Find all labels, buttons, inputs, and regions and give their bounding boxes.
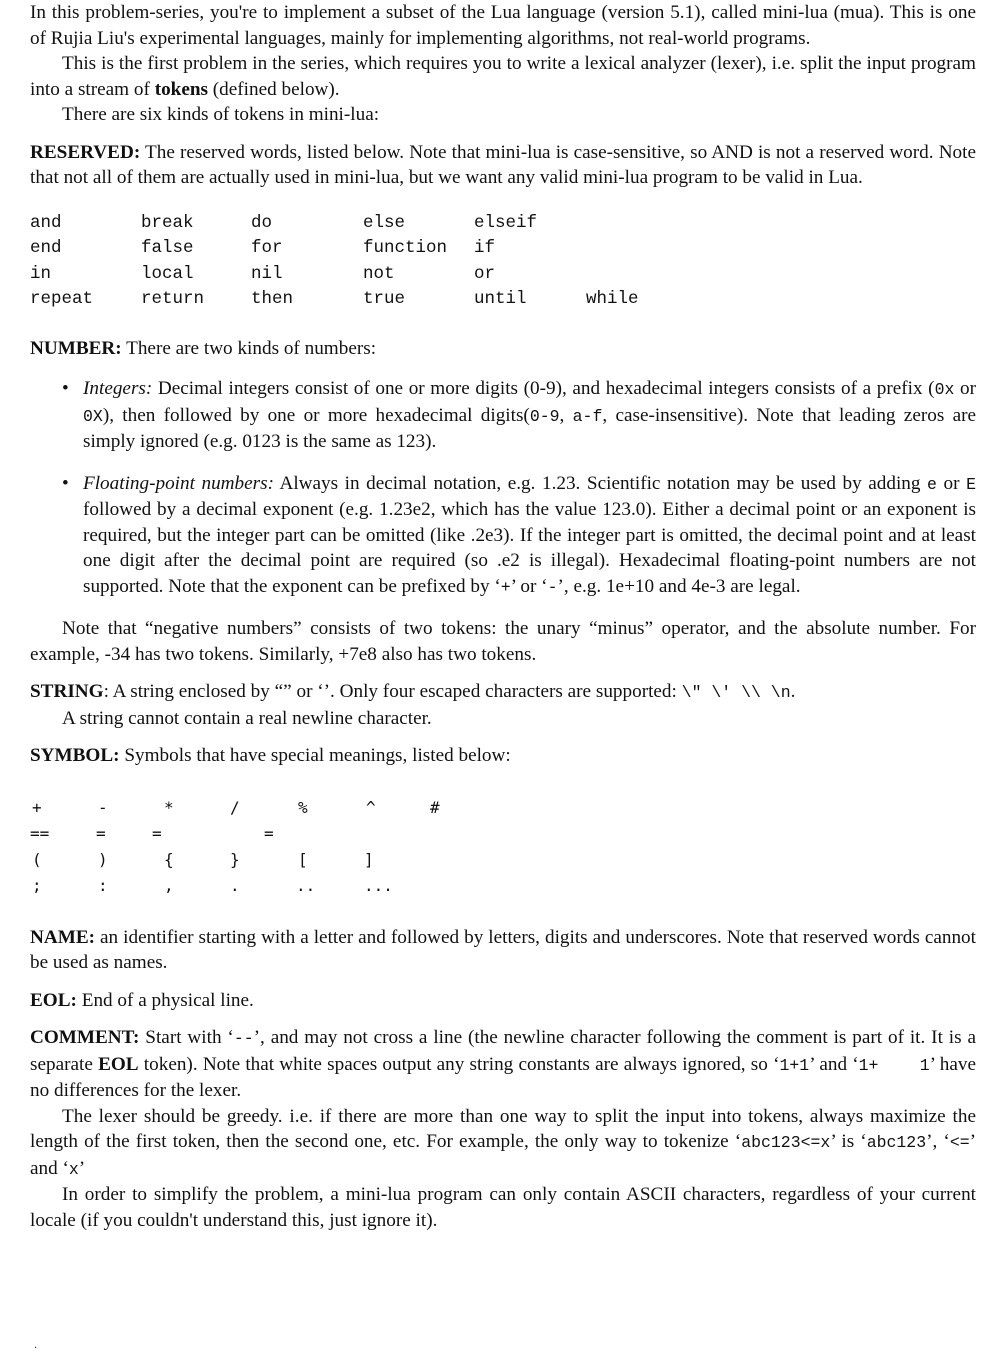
reserved-word: repeat [30,289,94,310]
reserved-word: end [30,238,62,259]
symbol-token: * [164,797,174,817]
bullet-icon: • [62,472,69,494]
string-newline-note: A string cannot contain a real newline character. [62,707,432,729]
comment-section: COMMENT: Start with ‘--’, and may not cross a line (the newline character following the comment is part of it. It is a separate EOL token). Note that white spaces output any string constants are always ignored, so ‘1+1’ and ‘1+ 1’ have no differences for the lexer. [30,1027,976,1101]
symbol-token: ] [364,849,374,869]
comment-heading: COMMENT: [30,1027,140,1048]
intro-series-paragraph: This is the first problem in the series, which requires you to write a lexical analyzer (lexer), i.e. split the input program into a stream of tokens (defined below). [30,53,976,100]
reserved-word: in [30,263,52,284]
symbol-token: : [98,875,108,895]
reserved-word: if [474,238,496,259]
symbol-token: ) [98,849,108,869]
name-section: NAME: an identifier starting with a letter and followed by letters, digits and underscores. Note that reserved words cannot be used as names. [30,926,976,973]
list-item-floating-point: • Floating-point numbers: Always in decimal notation, e.g. 1.23. Scientific notation may be used by adding e or E followed by a decimal exponent (e.g. 1.23e2, which has the value 123.0). Either a decimal point or an exponent is required, but the integer part can be omitted (like .2e3). If the integer part is omitted, the decimal point and at least one digit after the decimal point are required (so .e2 is illegal). Hexadecimal floating-point numbers are not supported. Note that the exponent can be prefixed by ‘+’ or ‘-’, e.g. 1e+10 and 4e-3 are legal. [62,472,976,597]
token-kinds-intro: There are six kinds of tokens in mini-lua: [62,104,380,125]
reserved-word: and [30,212,62,233]
reserved-word: else [363,212,406,233]
reserved-word: local [141,263,194,284]
name-heading: NAME: [30,926,96,948]
reserved-word: elseif [474,212,538,233]
symbol-token: { [164,849,174,869]
reserved-word: while [586,289,639,310]
reserved-word: not [363,263,395,284]
string-section: STRING: A string enclosed by “” or ‘’. Only four escaped characters are supported: \" \' \\ \n. [30,681,796,702]
bullet-icon: • [62,378,69,399]
symbol-token: ; [32,875,42,895]
eol-section: EOL: End of a physical line. [30,989,254,1011]
symbol-token: .. [296,875,316,895]
reserved-word: do [251,212,273,233]
symbol-token: / [230,797,240,817]
string-heading: STRING [30,681,104,702]
symbol-token: # [430,797,440,817]
list-item-integers: • Integers: Decimal integers consist of one or more digits (0-9), and hexadecimal integers consists of a prefix (0x or 0X), then followed by one or more hexadecimal digits(0-9, a-f, case-insensitive). Note that leading zeros are simply ignored (e.g. 0123 is the same as 123). [62,378,976,452]
reserved-word: break [141,212,194,233]
reserved-word: true [363,289,406,310]
footer-mark: . [34,1340,38,1351]
symbol-token: [ [298,849,308,869]
symbol-token: } [230,849,240,869]
intro-paragraph: In this problem-series, you're to implement a subset of the Lua language (version 5.1), called mini-lua (mua). This is one of Rujia Liu's experimental languages, mainly for implementing algorithms, not real-world programs. [30,2,976,49]
symbol-token: ^ [366,797,376,817]
symbol-token: == [30,823,50,843]
symbol-token: = [152,823,162,843]
symbol-token: + [32,797,42,817]
number-heading: NUMBER: [30,337,122,359]
reserved-words-table [30,211,976,314]
reserved-heading: RESERVED: [30,141,141,163]
symbol-heading: SYMBOL: [30,745,120,766]
reserved-word: return [141,289,205,310]
reserved-word: nil [251,263,283,284]
symbol-token: , [164,875,174,895]
symbol-token: ( [32,849,42,869]
symbol-token: = [264,823,274,843]
escape-sequences: \" \' \\ \n [681,683,791,702]
symbol-token: = [96,823,106,843]
symbol-token: . [230,875,240,895]
negative-numbers-note: Note that “negative numbers” consists of two tokens: the unary “minus” operator, and the absolute number. For example, -34 has two tokens. Similarly, +7e8 also has two tokens. [30,618,976,665]
reserved-word: then [251,289,294,310]
symbol-token: ... [364,875,393,895]
reserved-word: until [474,289,527,310]
symbol-token: % [298,797,308,817]
document-page [30,0,976,1233]
reserved-section: RESERVED: The reserved words, listed below. Note that mini-lua is case-sensitive, so AND is not a reserved word. Note that not all of them are actually used in mini-lua, but we want any valid mini-lua program to be valid in Lua. [30,141,976,188]
eol-heading: EOL: [30,989,77,1011]
reserved-word: false [141,238,194,259]
greedy-lexer-paragraph: The lexer should be greedy. i.e. if there are more than one way to split the input into tokens, always maximize the length of the first token, then the second one, etc. For example, the only way to tokenize ‘abc123<=x’ is ‘abc123’, ‘<=’ and ‘x’ [30,1105,977,1179]
reserved-word: or [474,263,496,284]
ascii-paragraph: In order to simplify the problem, a mini-lua program can only contain ASCII characters, regardless of your current locale (if you couldn't understand this, just ignore it). [30,1184,976,1231]
reserved-word: for [251,238,283,259]
symbols-table [30,795,976,895]
number-section: NUMBER: There are two kinds of numbers: [30,337,377,359]
tokens-term: tokens [154,78,208,100]
symbol-token: - [98,797,108,817]
number-kinds-list [30,376,976,600]
reserved-word: function [363,238,448,259]
symbol-section: SYMBOL: Symbols that have special meanings, listed below: [30,745,511,766]
